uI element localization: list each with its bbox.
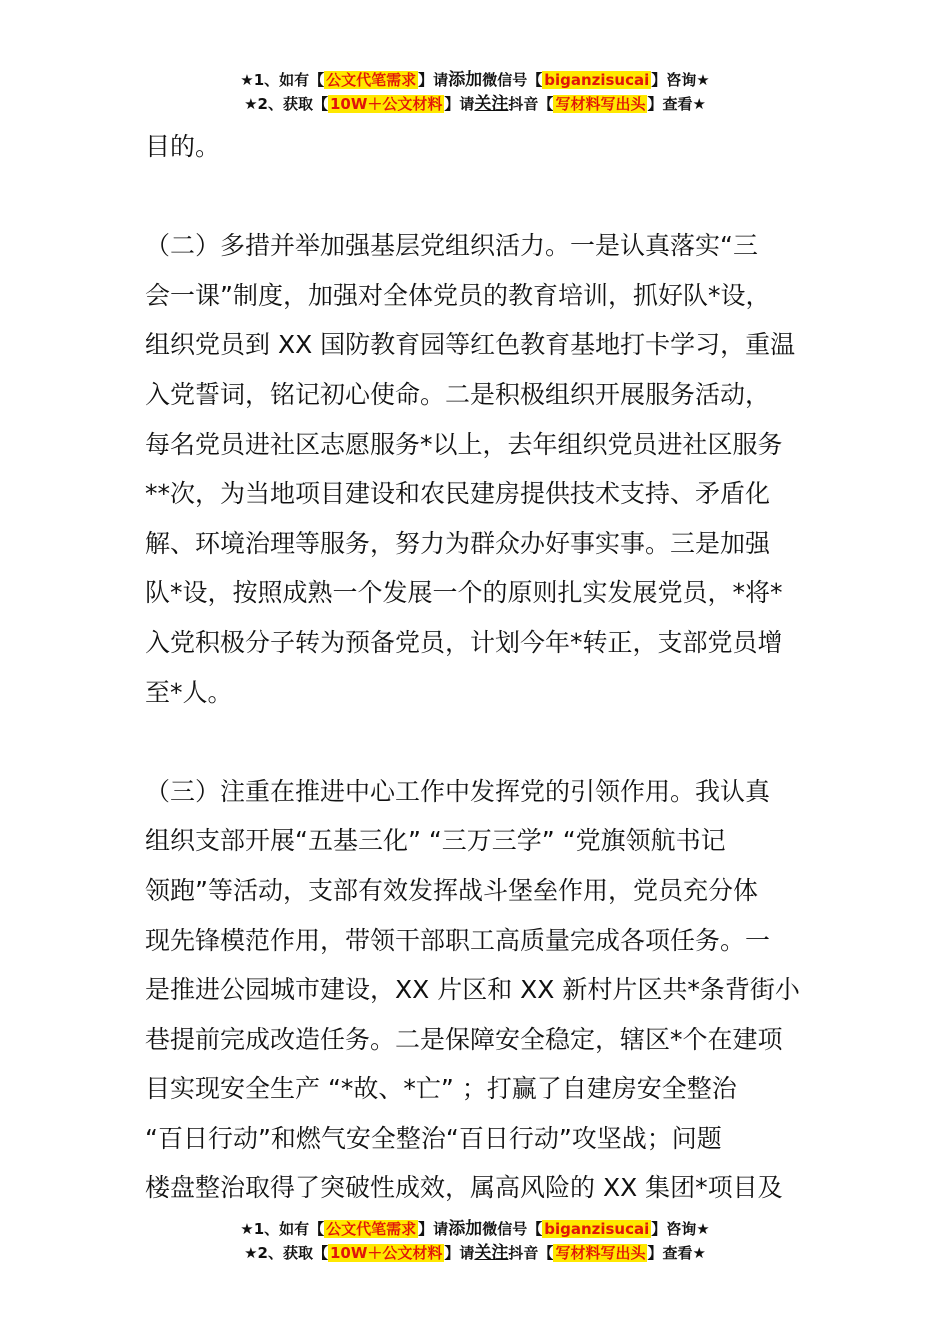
text-line: 入党积极分子转为预备党员，计划今年*转正，支部党员增 bbox=[145, 627, 783, 657]
banner-highlight: 写材料写出头 bbox=[555, 1244, 646, 1262]
text-line: 至*人。 bbox=[145, 677, 233, 707]
paragraph-gap bbox=[145, 717, 813, 767]
text-line: （二）多措并举加强基层党组织活力。一是认真落实“三 bbox=[145, 231, 758, 261]
text-line: 队*设，按照成熟一个发展一个的原则扎实发展党员，*将* bbox=[145, 578, 783, 608]
text-line: 解、环境治理等服务，努力为群众办好事实事。三是加强 bbox=[145, 528, 771, 558]
banner-text: 】请 bbox=[444, 95, 475, 113]
banner-emphasis: 关注 bbox=[474, 94, 509, 114]
banner-text: 】请 bbox=[418, 1220, 449, 1238]
banner-line-2 bbox=[0, 92, 950, 116]
banner-highlight: 10W＋公文材料 bbox=[329, 1244, 443, 1262]
text-line: 巷提前完成改造任务。二是保障安全稳定，辖区*个在建项 bbox=[145, 1024, 783, 1054]
text-line: “百日行动”和燃气安全整治“百日行动”攻坚战；问题 bbox=[145, 1123, 722, 1153]
banner-line-1 bbox=[0, 68, 950, 92]
text-line: 楼盘整治取得了突破性成效，属高风险的 XX 集团*项目及 bbox=[145, 1173, 783, 1203]
paragraph-gap bbox=[145, 172, 813, 222]
banner-highlight: 公文代笔需求 bbox=[326, 1220, 417, 1238]
text-line: 每名党员进社区志愿服务*以上，去年组织党员进社区服务 bbox=[145, 429, 783, 459]
banner-text: 】查看★ bbox=[647, 95, 706, 113]
text-line: 组织党员到 XX 国防教育园等红色教育基地打卡学习，重温 bbox=[145, 330, 796, 360]
banner-highlight: biganzisucai bbox=[544, 71, 650, 89]
banner-text: ★1、如有【 bbox=[240, 71, 325, 89]
banner-highlight: 公文代笔需求 bbox=[326, 71, 417, 89]
banner-text: 】请 bbox=[444, 1244, 475, 1262]
text-line: 领跑”等活动，支部有效发挥战斗堡垒作用，党员充分体 bbox=[145, 875, 758, 905]
bottom-banner bbox=[0, 1217, 950, 1265]
text-line: 目的。 bbox=[145, 132, 221, 161]
banner-text: 抖音【 bbox=[508, 95, 554, 113]
text-line: **次，为当地项目建设和农民建房提供技术支持、矛盾化 bbox=[145, 479, 771, 509]
banner-text: ★2、获取【 bbox=[244, 1244, 328, 1262]
text-line: 入党誓词，铭记初心使命。二是积极组织开展服务活动， bbox=[145, 379, 771, 409]
text-line: 目实现安全生产 “*故、*亡” ；打赢了自建房安全整治 bbox=[145, 1074, 737, 1104]
banner-text: 抖音【 bbox=[508, 1244, 554, 1262]
banner-text: 】咨询★ bbox=[651, 71, 710, 89]
banner-emphasis: 添加 bbox=[448, 1219, 483, 1239]
banner-text: 微信号【 bbox=[482, 1220, 543, 1238]
banner-text: ★1、如有【 bbox=[240, 1220, 325, 1238]
banner-highlight: biganzisucai bbox=[544, 1220, 650, 1238]
text-line: 现先锋模范作用，带领干部职工高质量完成各项任务。一 bbox=[145, 925, 771, 955]
document-body bbox=[145, 122, 813, 1213]
banner-highlight: 10W＋公文材料 bbox=[329, 95, 443, 113]
banner-text: 微信号【 bbox=[482, 71, 543, 89]
banner-text: ★2、获取【 bbox=[244, 95, 328, 113]
banner-emphasis: 添加 bbox=[448, 70, 483, 90]
banner-line-2 bbox=[0, 1241, 950, 1265]
banner-text: 】查看★ bbox=[647, 1244, 706, 1262]
text-line: 是推进公园城市建设，XX 片区和 XX 新村片区共*条背街小 bbox=[145, 975, 800, 1005]
banner-line-1 bbox=[0, 1217, 950, 1241]
top-banner bbox=[0, 68, 950, 116]
banner-text: 】请 bbox=[418, 71, 449, 89]
banner-text: 】咨询★ bbox=[651, 1220, 710, 1238]
text-line: 组织支部开展“五基三化” “三万三学” “党旗领航书记 bbox=[145, 826, 726, 856]
text-line: 会一课”制度，加强对全体党员的教育培训，抓好队*设， bbox=[145, 280, 771, 310]
text-line: （三）注重在推进中心工作中发挥党的引领作用。我认真 bbox=[145, 776, 771, 806]
banner-emphasis: 关注 bbox=[474, 1243, 509, 1263]
banner-highlight: 写材料写出头 bbox=[555, 95, 646, 113]
